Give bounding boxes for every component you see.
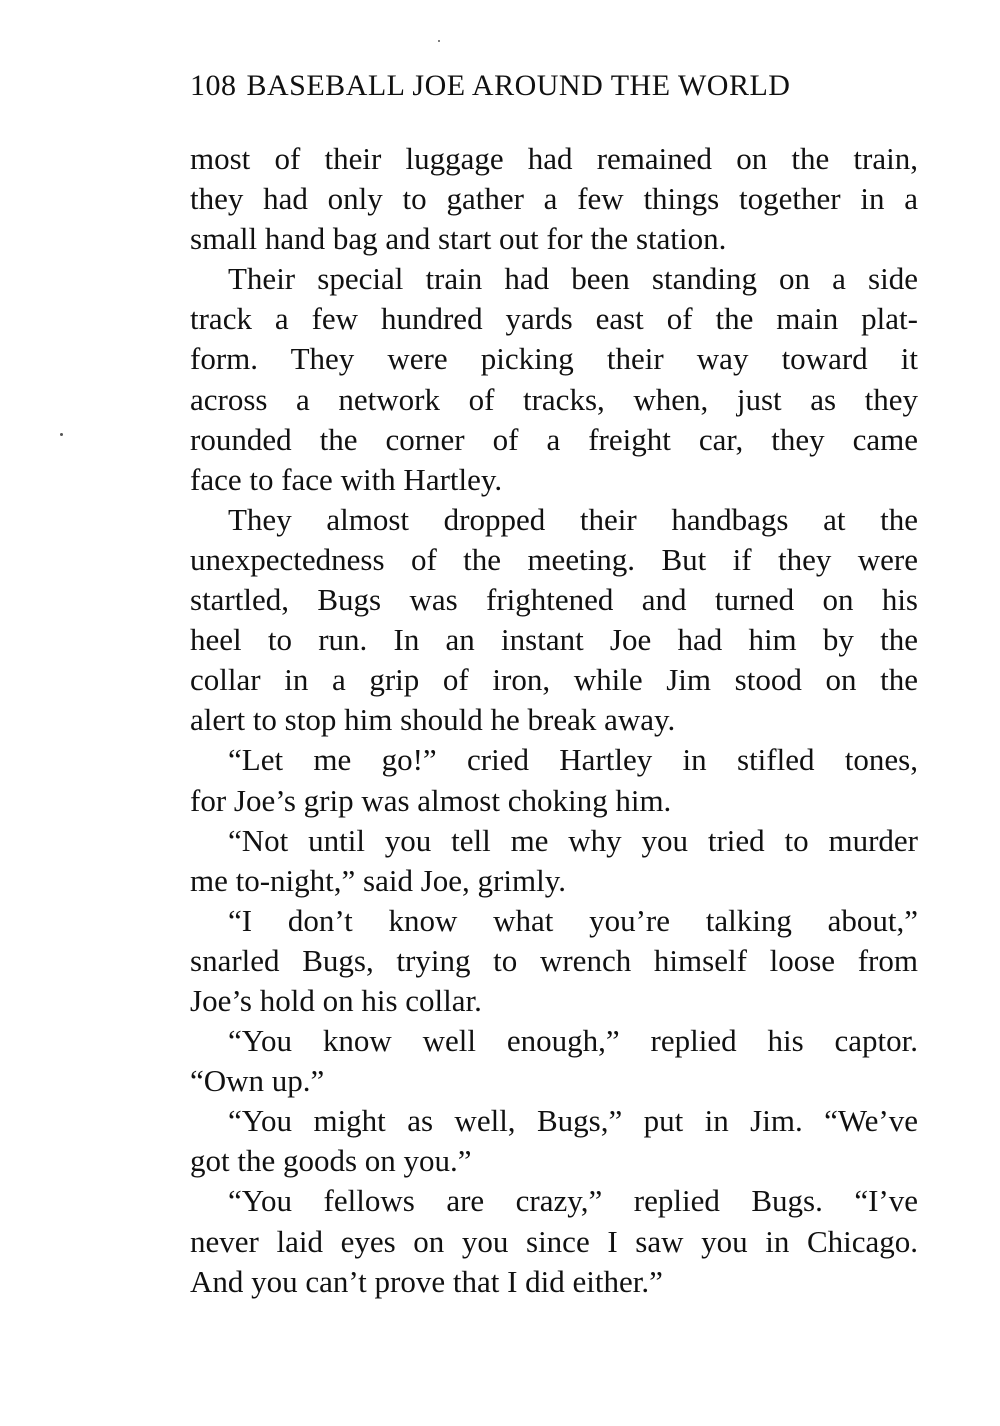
text-line: me to-night,” said Joe, grimly. <box>190 862 566 898</box>
text-line: And you can’t prove that I did either.” <box>190 1263 663 1299</box>
text-line: snarled Bugs, trying to wrench himself loose from <box>190 942 918 978</box>
text-line: most of their luggage had remained on the train, <box>190 141 918 176</box>
body-text <box>190 139 918 1302</box>
text-line: they had only to gather a few things together in a <box>190 181 918 217</box>
print-speck <box>60 433 63 436</box>
running-header <box>190 66 920 106</box>
text-line: small hand bag and start out for the station. <box>190 221 727 257</box>
text-line: for Joe’s grip was almost choking him. <box>190 782 672 818</box>
text-line: “Own up.” <box>190 1063 325 1099</box>
text-line: “Not until you tell me why you tried to murder <box>228 822 918 858</box>
text-line: alert to stop him should he break away. <box>190 702 676 738</box>
text-line: startled, Bugs was frightened and turned on his <box>190 582 918 618</box>
text-line: unexpectedness of the meeting. But if they were <box>190 541 918 577</box>
text-line: got the goods on you.” <box>190 1143 472 1179</box>
print-speck <box>438 40 440 42</box>
text-line: heel to run. In an instant Joe had him by the <box>190 622 918 658</box>
text-line: collar in a grip of iron, while Jim stood on the <box>190 662 918 698</box>
text-line: “Let me go!” cried Hartley in stifled tones, <box>228 742 918 778</box>
text-line: They almost dropped their handbags at the <box>228 501 918 537</box>
page-number: 108 <box>190 69 237 102</box>
text-line: track a few hundred yards east of the main plat- <box>190 301 918 337</box>
text-line: “You might as well, Bugs,” put in Jim. “We’ve <box>228 1103 918 1139</box>
text-line: Their special train had been standing on a side <box>228 261 918 297</box>
text-line: rounded the corner of a freight car, they came <box>190 421 918 457</box>
text-line: across a network of tracks, when, just as they <box>190 381 918 417</box>
text-line: “I don’t know what you’re talking about,” <box>228 902 918 938</box>
text-line: “You fellows are crazy,” replied Bugs. “I’ve <box>228 1183 918 1219</box>
text-line: face to face with Hartley. <box>190 461 503 497</box>
text-line: form. They were picking their way toward it <box>190 341 918 377</box>
text-line: never laid eyes on you since I saw you in Chicago. <box>190 1223 918 1259</box>
text-line: Joe’s hold on his collar. <box>190 982 482 1018</box>
running-title: BASEBALL JOE AROUND THE WORLD <box>246 69 791 102</box>
text-line: “You know well enough,” replied his captor. <box>228 1023 918 1059</box>
